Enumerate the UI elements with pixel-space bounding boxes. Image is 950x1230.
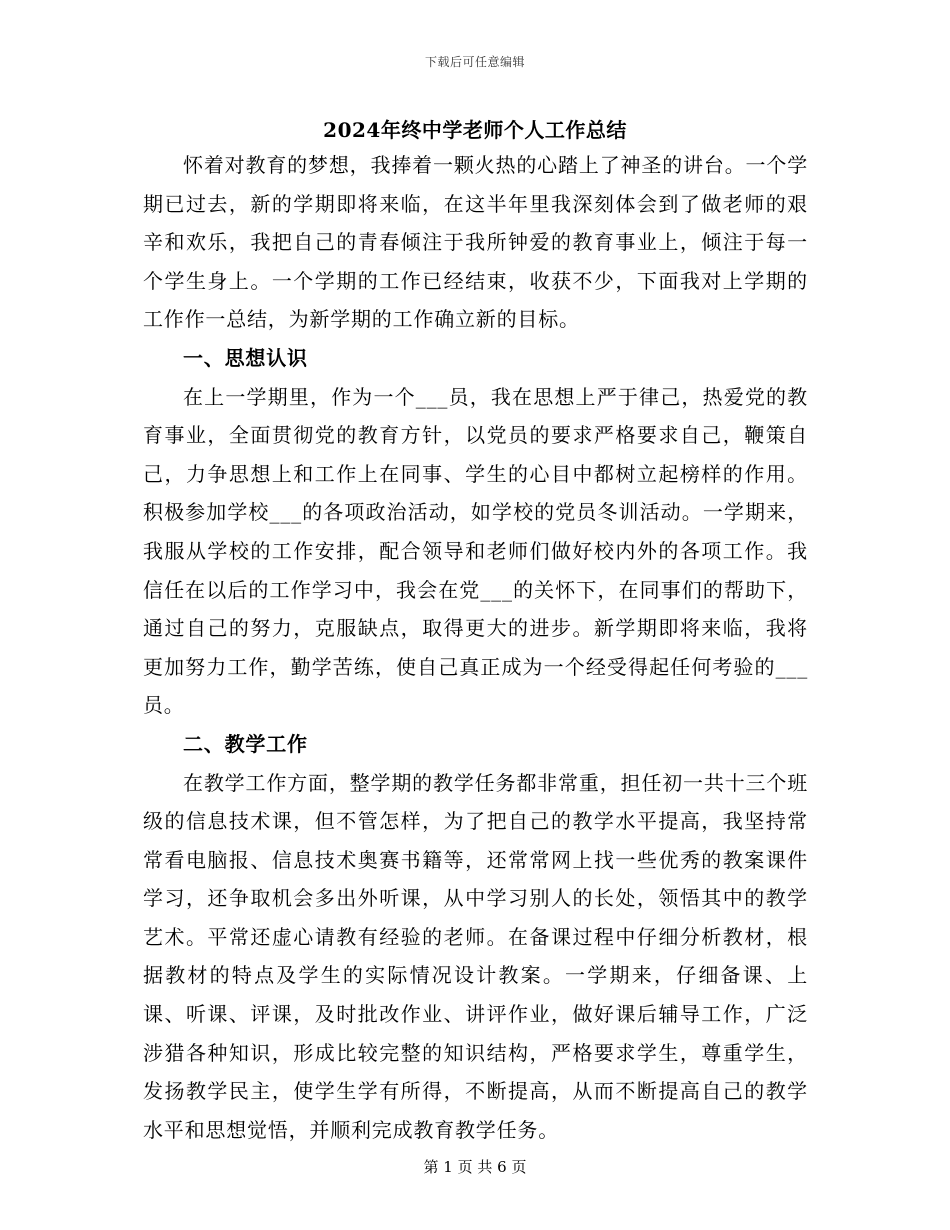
section-heading-teaching: 二、教学工作 — [183, 731, 308, 756]
header-note: 下载后可任意编辑 — [424, 55, 525, 69]
document-body — [143, 146, 808, 1149]
section-paragraph-teaching: 在教学工作方面，整学期的教学任务都非常重，担任初一共十三个班级的信息技术课，但不管怎样，为了把自己的教学水平提高，我坚持常常看电脑报、信息技术奥赛书籍等，还常常网上找一些优秀的教案课件学习，还争取机会多出外听课，从中学习别人的长处，领悟其中的教学艺术。平常还虚心请教有经验的老师。在备课过程中仔细分析教材，根据教材的特点及学生的实际情况设计教案。一学期来，仔细备课、上课、听课、评课，及时批改作业、讲评作业，做好课后辅导工作，广泛涉猎各种知识，形成比较完整的知识结构，严格要求学生，尊重学生，发扬教学民主，使学生学有所得，不断提高，从而不断提高自己的教学水平和思想觉悟，并顺利完成教育教学任务。 — [143, 770, 808, 1142]
section-heading-thought: 一、思想认识 — [183, 345, 308, 370]
document-title: 2024年终中学老师个人工作总结 — [323, 118, 627, 142]
page-number-footer: 第 1 页 共 6 页 — [423, 1158, 527, 1176]
section-paragraph-thought: 在上一学期里，作为一个___员，我在思想上严于律己，热爱党的教育事业，全面贯彻党的教育方针，以党员的要求严格要求自己，鞭策自己，力争思想上和工作上在同事、学生的心目中都树立起榜样的作用。积极参加学校___的各项政治活动，如学校的党员冬训活动。一学期来，我服从学校的工作安排，配合领导和老师们做好校内外的各项工作。我信任在以后的工作学习中，我会在党___的关怀下，在同事们的帮助下，通过自己的努力，克服缺点，取得更大的进步。新学期即将来临，我将更加努力工作，勤学苦练，使自己真正成为一个经受得起任何考验的___员。 — [143, 384, 808, 718]
intro-paragraph: 怀着对教育的梦想，我捧着一颗火热的心踏上了神圣的讲台。一个学期已过去，新的学期即将来临，在这半年里我深刻体会到了做老师的艰辛和欢乐，我把自己的青春倾注于我所钟爱的教育事业上，倾注于每一个学生身上。一个学期的工作已经结束，收获不少，下面我对上学期的工作作一总结，为新学期的工作确立新的目标。 — [143, 153, 808, 332]
